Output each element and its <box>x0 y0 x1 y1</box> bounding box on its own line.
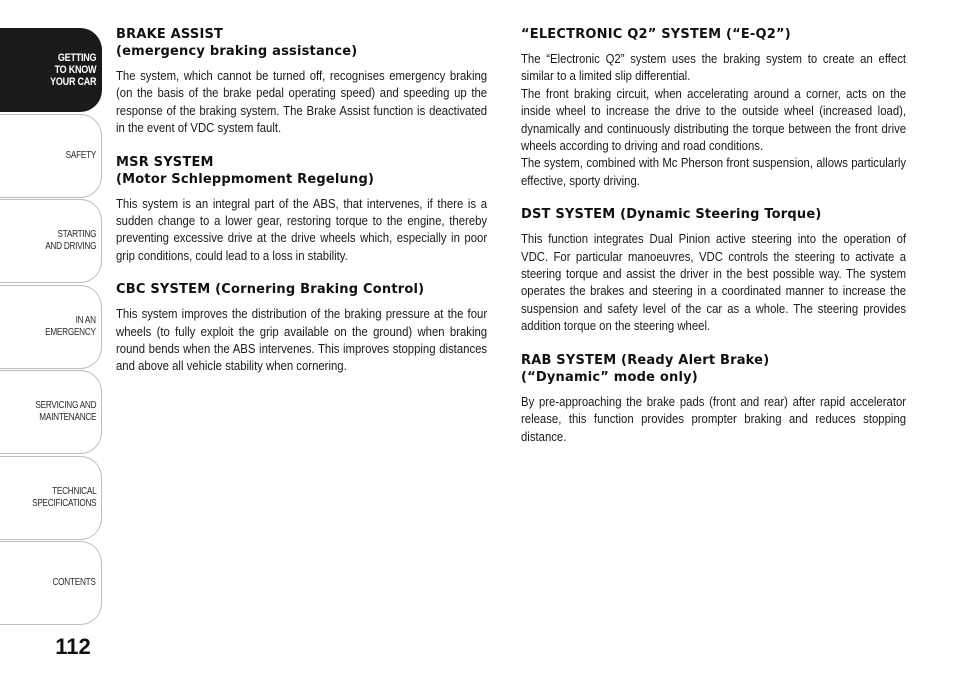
tab-label: SAFETY <box>65 149 96 161</box>
heading-line: (emergency braking assistance) <box>116 44 358 59</box>
brake-assist-text: The system, which cannot be turned off, recognises emergency braking (on the basis of the brake pedal operating speed) and speeding up the response of the braking system. The Brake Assist function is deactivated in the event of VDC system fault. <box>116 68 488 136</box>
eq2-text-3: The system, combined with Mc Pherson front suspension, allows particularly effective, sporty driving. <box>521 155 907 188</box>
eq2-text-1: The “Electronic Q2” system uses the braking system to create an effect similar to a limited slip differential. <box>521 51 907 84</box>
page-number: 112 <box>55 634 91 659</box>
tab-in-an-emergency[interactable] <box>0 285 102 369</box>
tab-label: GETTING TO KNOW YOUR CAR <box>49 52 96 88</box>
tab-label: SERVICING AND MAINTENANCE <box>35 400 96 423</box>
eq2-heading: “ELECTRONIC Q2” SYSTEM (“E-Q2”) <box>521 27 791 42</box>
heading-line: (Motor Schleppmoment Regelung) <box>116 171 375 187</box>
heading-line: MSR SYSTEM <box>116 154 214 170</box>
msr-heading <box>116 154 488 188</box>
rab-heading <box>521 352 907 386</box>
eq2-text-2: The front braking circuit, when accelerating around a corner, acts on the inside wheel to increase the drive to the outside wheel (increased load), dynamically and continuously distributing the torque between the front drive wheels according to driving and road conditions. <box>521 85 907 154</box>
heading-line: (“Dynamic” mode only) <box>521 369 698 385</box>
msr-text: This system is an integral part of the ABS, that intervenes, if there is a sudden change to a lower gear, restoring torque to the engine, thereby preventing excessive drive at the drive wheels which, especially in poor grip conditions, could lead to a loss in stability. <box>116 195 488 263</box>
tab-label: TECHNICAL SPECIFICATIONS <box>31 485 96 509</box>
cbc-text: This system improves the distribution of the braking pressure at the four wheels (to fully exploit the grip available on the ground) when braking round bends when the ABS intervenes. This improves stopping distances and above all vehicle stability when cornering. <box>116 306 488 374</box>
tab-safety[interactable] <box>0 114 102 198</box>
left-column <box>116 26 488 392</box>
tab-technical-specifications[interactable] <box>0 456 102 540</box>
right-column <box>521 26 907 462</box>
heading-line: RAB SYSTEM (Ready Alert Brake) <box>521 352 770 368</box>
rab-text: By pre-approaching the brake pads (front and rear) after rapid accelerator release, this function provides prompter braking and reduces stopping distance. <box>521 393 907 444</box>
heading-line: BRAKE ASSIST <box>116 27 224 42</box>
tab-label: IN AN EMERGENCY <box>45 314 96 338</box>
dst-text: This function integrates Dual Pinion active steering into the operation of VDC. For particular manoeuvres, VDC controls the steering to activate a steering torque and assist the driver in the best possible way. The system operates the brakes and steering in a coordinated manner to increase the suspension and safety level of the car as a whole. The steering provides addition torque on the steering wheel. <box>521 231 907 334</box>
tab-label: STARTING AND DRIVING <box>44 229 96 252</box>
cbc-heading: CBC SYSTEM (Cornering Braking Control) <box>116 282 425 298</box>
brake-assist-heading <box>116 26 488 60</box>
chapter-sidebar <box>0 28 102 627</box>
tab-getting-to-know-your-car[interactable] <box>0 28 102 112</box>
tab-contents[interactable] <box>0 541 102 625</box>
tab-starting-and-driving[interactable] <box>0 199 102 283</box>
tab-servicing-and-maintenance[interactable] <box>0 370 102 454</box>
dst-heading: DST SYSTEM (Dynamic Steering Torque) <box>521 207 822 223</box>
tab-label: CONTENTS <box>52 577 96 588</box>
